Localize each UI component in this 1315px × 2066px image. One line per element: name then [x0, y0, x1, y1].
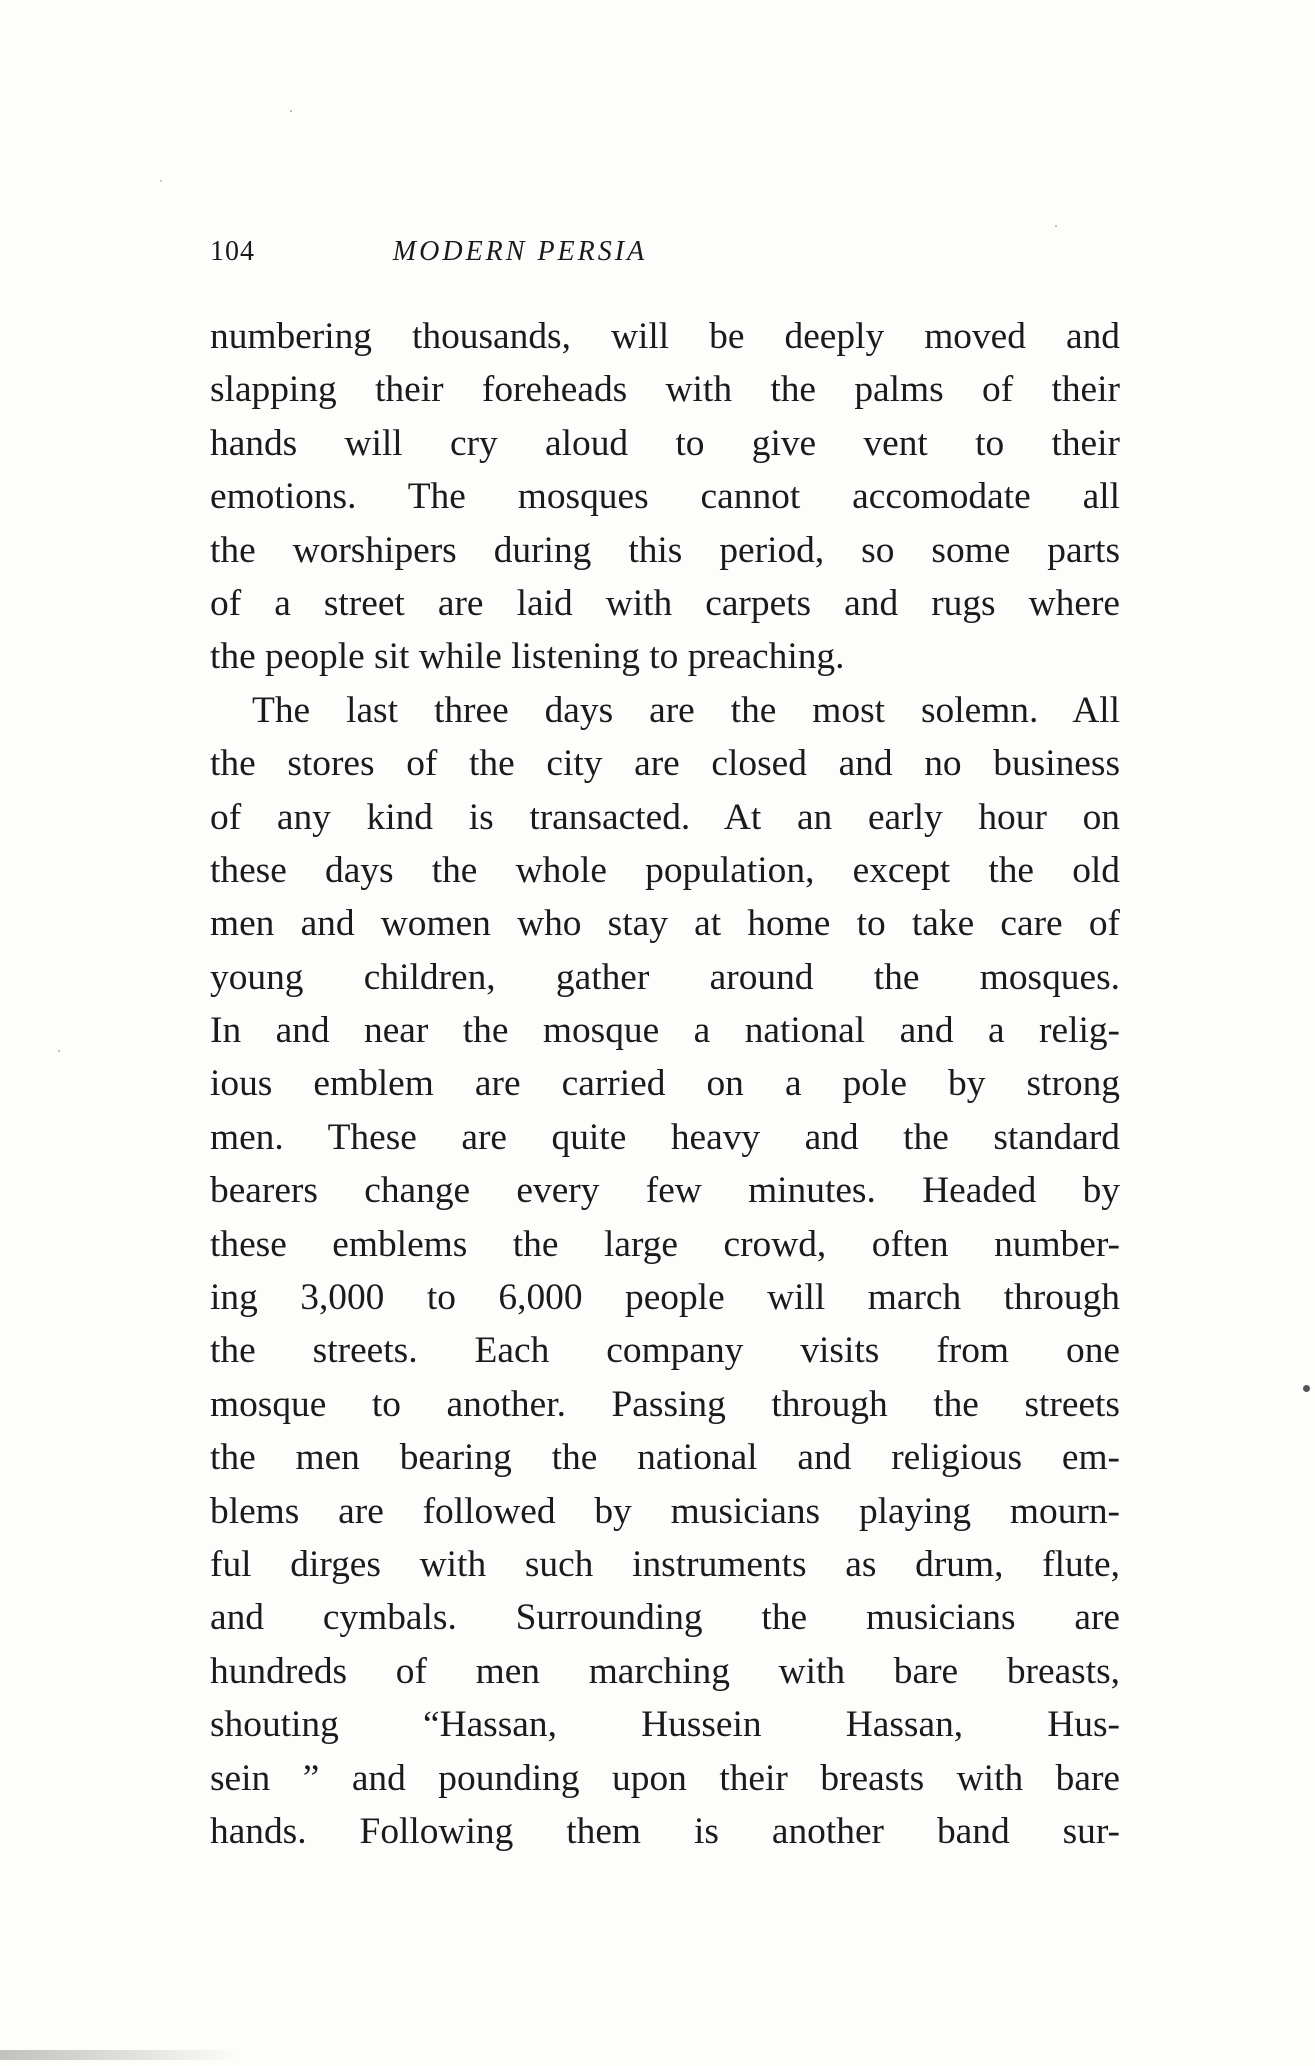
paper-speck — [58, 1050, 60, 1052]
text-line: slapping their foreheads with the palms of their — [210, 369, 1120, 411]
text-line: the worshipers during this period, so some parts — [210, 529, 1120, 571]
text-line: men and women who stay at home to take care of — [210, 903, 1120, 945]
page-number: 104 — [210, 236, 255, 267]
text-line: In and near the mosque a national and a relig- — [210, 1010, 1120, 1052]
text-line: the people sit while listening to preaching. — [210, 636, 845, 678]
text-line: the streets. Each company visits from one — [210, 1330, 1120, 1372]
text-line: hundreds of men marching with bare breasts, — [210, 1650, 1120, 1692]
text-line: young children, gather around the mosques. — [210, 956, 1120, 998]
text-line: numbering thousands, will be deeply moved and — [210, 316, 1120, 357]
text-line: these emblems the large crowd, often number- — [210, 1223, 1120, 1265]
text-line: the men bearing the national and religious em- — [210, 1437, 1120, 1479]
text-line: of any kind is transacted. At an early hour on — [210, 796, 1120, 838]
body-text — [210, 310, 1120, 1858]
scan-smudge — [0, 2050, 240, 2060]
paper-speck — [290, 110, 292, 112]
running-head — [210, 236, 830, 276]
text-line: bearers change every few minutes. Headed by — [210, 1170, 1120, 1212]
text-line: emotions. The mosques cannot accomodate all — [210, 476, 1120, 518]
text-line: mosque to another. Passing through the streets — [210, 1383, 1120, 1425]
paper-speck — [1055, 225, 1057, 227]
text-line: men. These are quite heavy and the standard — [210, 1116, 1120, 1158]
text-line: sein ” and pounding upon their breasts with bare — [210, 1757, 1120, 1799]
book-title: MODERN PERSIA — [392, 236, 648, 267]
text-line: ful dirges with such instruments as drum, flute, — [210, 1543, 1120, 1585]
text-line: these days the whole population, except the old — [210, 849, 1120, 891]
text-line: ing 3,000 to 6,000 people will march through — [210, 1277, 1120, 1319]
text-line: shouting “Hassan, Hussein Hassan, Hus- — [210, 1704, 1120, 1746]
text-line: ious emblem are carried on a pole by strong — [210, 1063, 1120, 1105]
text-line: hands. Following them is another band sur- — [210, 1810, 1120, 1852]
text-line: hands will cry aloud to give vent to their — [210, 422, 1120, 464]
paper-speck — [160, 180, 162, 182]
paper-speck — [1303, 1385, 1310, 1392]
paragraph-first-line: The last three days are the most solemn. All — [252, 689, 1120, 731]
text-line: and cymbals. Surrounding the musicians are — [210, 1597, 1120, 1639]
text-line: blems are followed by musicians playing mourn- — [210, 1490, 1120, 1532]
text-line: of a street are laid with carpets and rugs where — [210, 582, 1120, 624]
text-line: the stores of the city are closed and no business — [210, 743, 1120, 785]
